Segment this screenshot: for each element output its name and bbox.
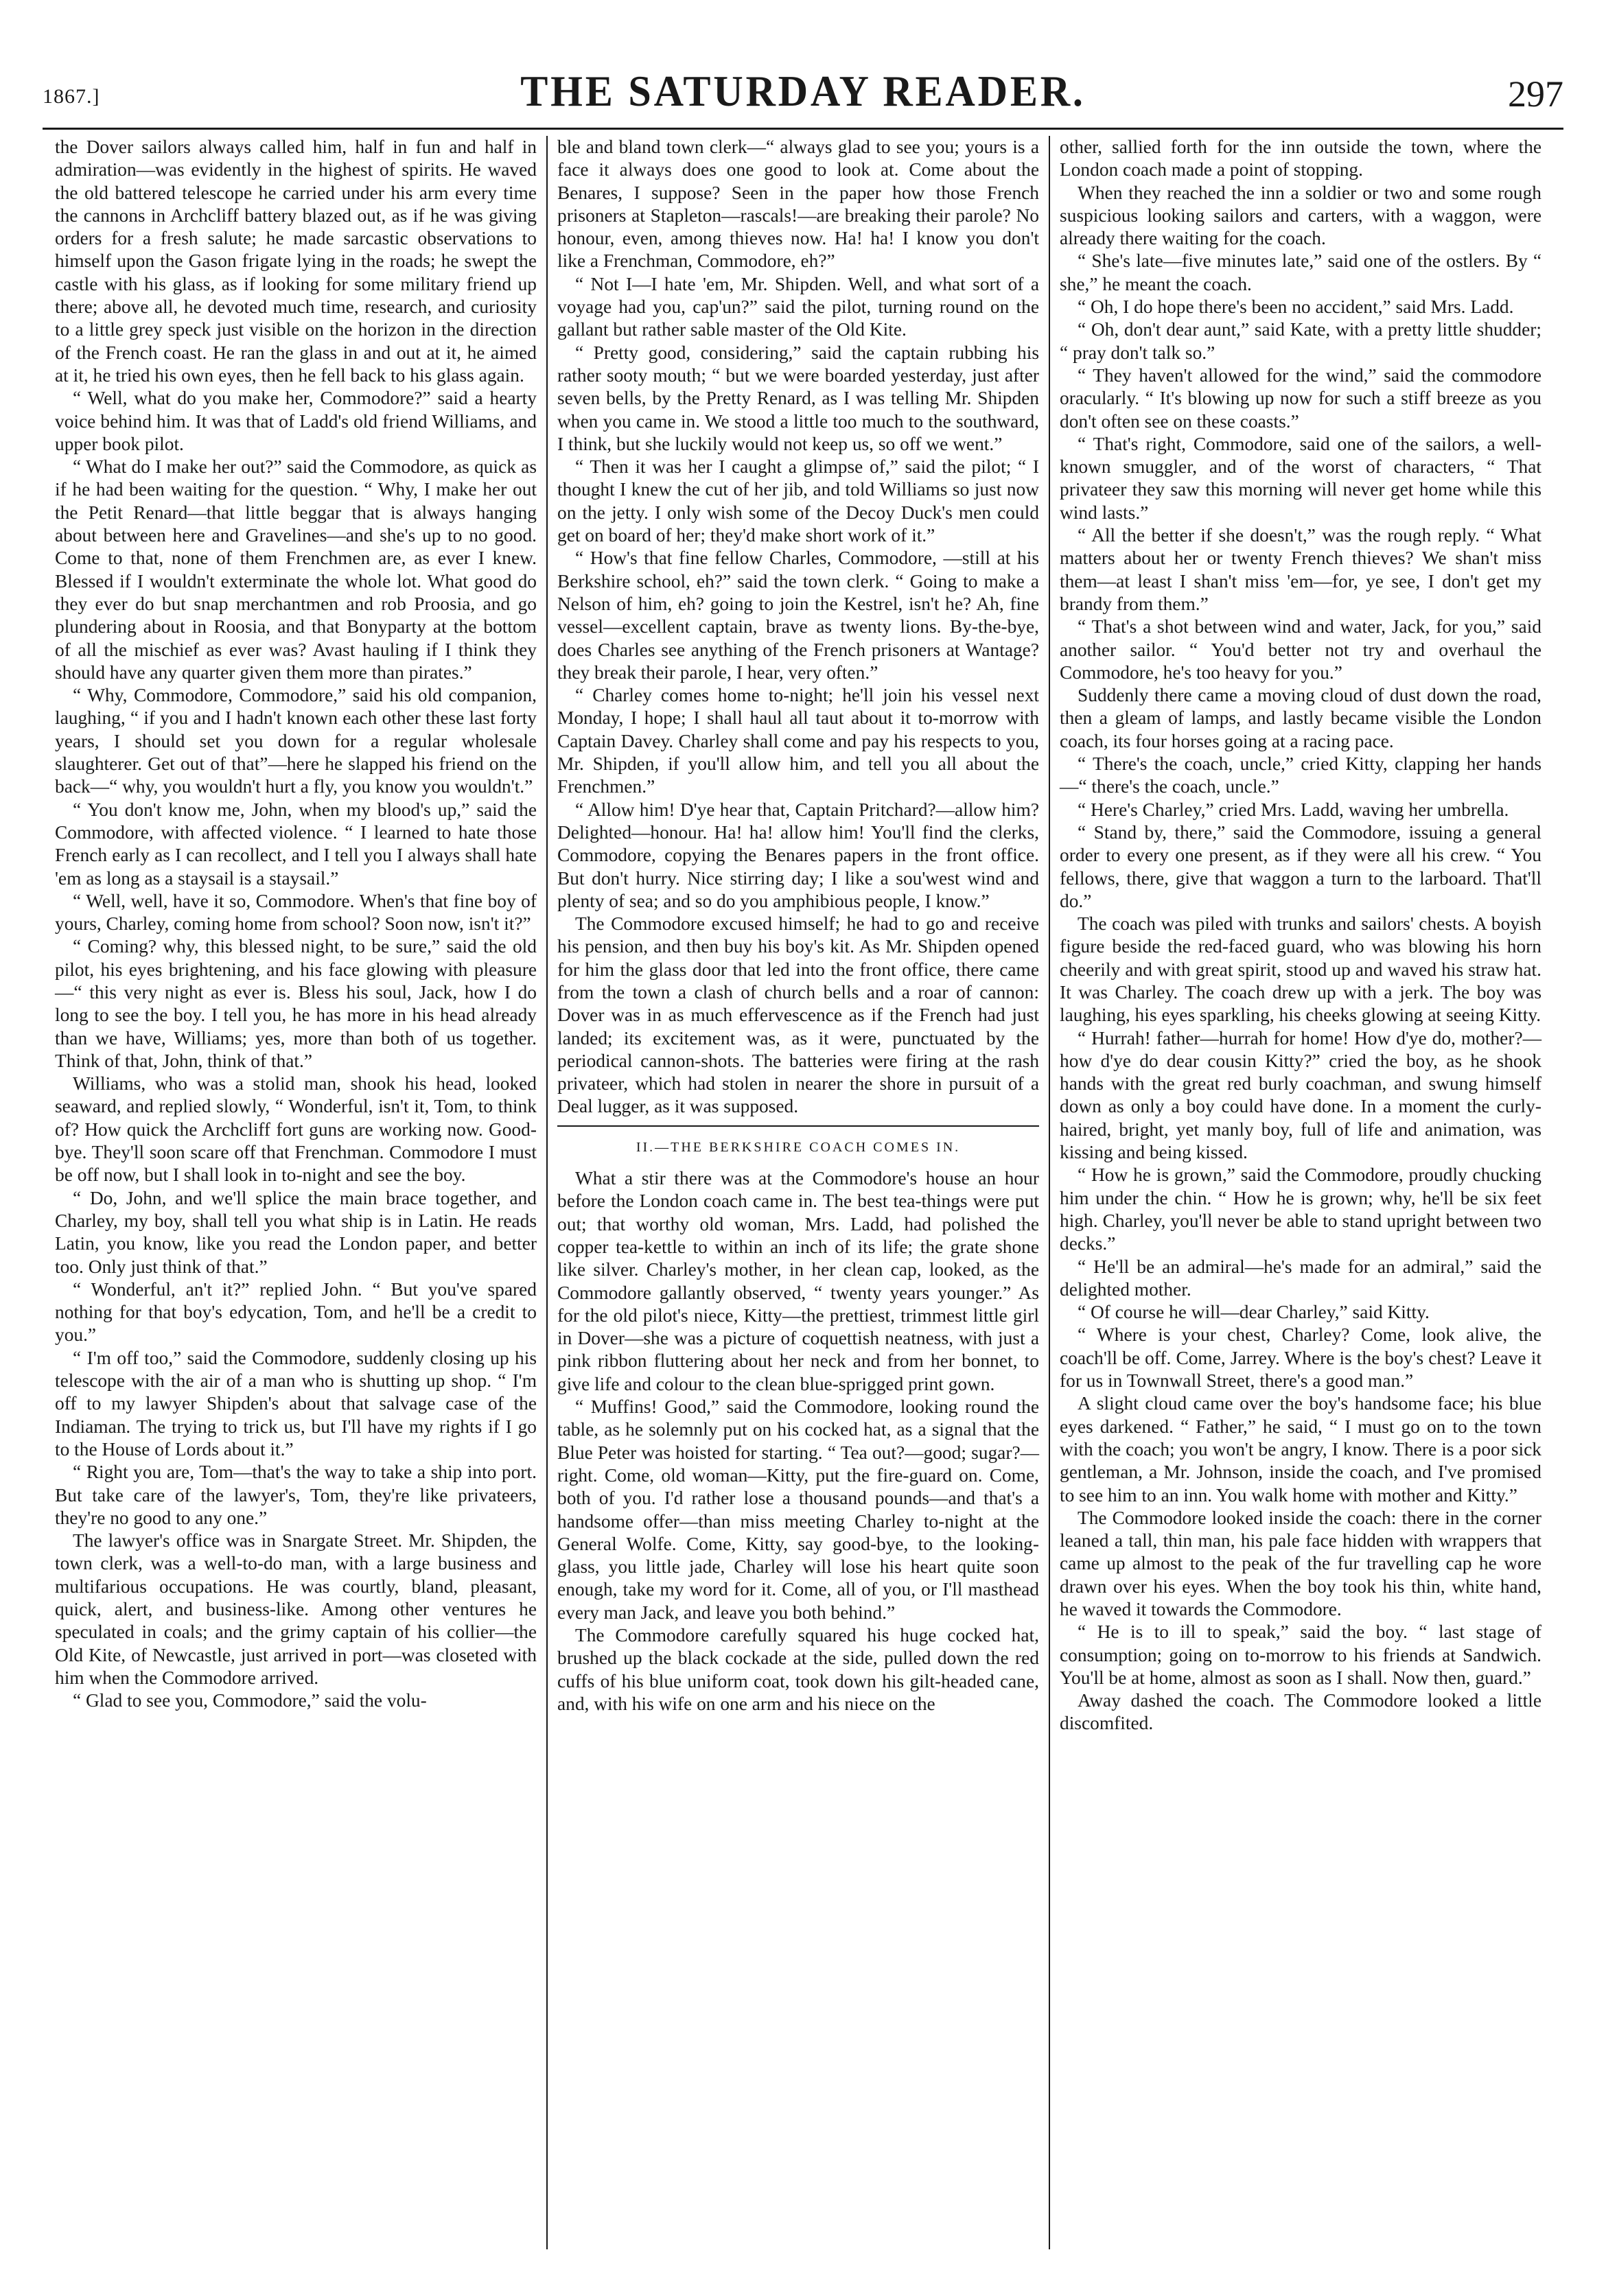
paragraph: A slight cloud came over the boy's handsome face; his blue eyes darkened. “ Father,” he said, “ I must go on to the town with the coach; you won't be angry, I know. There is a poor sick gentleman, a Mr. Johnson, inside the coach, and I've promised to see him to an inn. You walk home with mother and Kitty.”	[1060, 1393, 1541, 1506]
paragraph: “ Muffins! Good,” said the Commodore, looking round the table, as he solemnly put on his cocked hat, as a signal that the Blue Peter was hoisted for starting. “ Tea out?—good; sugar?—right. Come, old woman—Kitty, put the fire-guard on. Come, both of you. I'd rather lose a thousand pounds—and that's a handsome offer—than miss meeting Charley to-night at the General Wolfe. Come, Kitty, say good-bye, to the looking-glass, you little jade, Charley will lose his heart quite soon enough, take my word for it. Come, all of you, or I'll masthead every man Jack, and leave you both behind.”	[557, 1396, 1039, 1623]
paragraph: “ She's late—five minutes late,” said one of the ostlers. By “ she,” he meant the coach.	[1060, 250, 1541, 294]
paragraph: “ Do, John, and we'll splice the main brace together, and Charley, my boy, shall tell you what ship is in Latin. He reads Latin, you know, like you read the London paper, and better too. Only just think of that.”	[55, 1187, 537, 1277]
paragraph: “ He'll be an admiral—he's made for an admiral,” said the delighted mother.	[1060, 1256, 1541, 1300]
paragraph: “ Not I—I hate 'em, Mr. Shipden. Well, and what sort of a voyage had you, cap'un?” said the pilot, turning round on the gallant but rather sable master of the Old Kite.	[557, 273, 1039, 340]
paragraph: “ All the better if she doesn't,” was the rough reply. “ What matters about her or twenty French thieves? We shan't miss them—at least I shan't miss 'em—for, ye see, I don't get my brandy from them.”	[1060, 525, 1541, 614]
page-number: 297	[1508, 73, 1563, 115]
paragraph: “ Of course he will—dear Charley,” said Kitty.	[1078, 1302, 1430, 1323]
section-heading: II.—THE BERKSHIRE COACH COMES IN.	[636, 1139, 961, 1155]
paragraph: Away dashed the coach. The Commodore looked a little discomfited.	[1060, 1690, 1541, 1734]
column-middle	[548, 136, 1049, 2249]
column-left	[45, 136, 546, 2249]
paragraph: “ What do I make her out?” said the Commodore, as quick as if he had been waiting for the question. “ Why, I make her out the Petit Renard—that little beggar that is always hanging about between here and Gravelines—and she's up to no good. Come to that, none of them Frenchmen are, as ever I knew. Blessed if I wouldn't exterminate the whole lot. What good do they ever do but snap merchantmen and rob Proosia, and go plundering about in Roosia, and that Bonyparty at the bottom of all the mischief as ever was? Avast hauling if I think they should have any quarter given them more than pirates.”	[55, 456, 537, 683]
paragraph: The lawyer's office was in Snargate Street. Mr. Shipden, the town clerk, was a well-to-do man, with a large business and multifarious occupations. He was courtly, bland, pleasant, quick, alert, and business-like. Among other ventures he speculated in coals; and the grimy captain of his collier—the Old Kite, of Newcastle, just arrived in port—was closeted with him when the Commodore arrived.	[55, 1530, 537, 1688]
paragraph: “ How's that fine fellow Charles, Commodore, —still at his Berkshire school, eh?” said the town clerk. “ Going to make a Nelson of him, eh? going to join the Kestrel, isn't he? Ah, fine vessel—excellent captain, brave as twenty lions. By-the-bye, does Charles see anything of the French prisoners at Wantage? they break their parole, I hear, very often.”	[557, 548, 1039, 683]
paragraph: The Commodore excused himself; he had to go and receive his pension, and then buy his boy's kit. As Mr. Shipden opened for him the glass door that led into the front office, there came from the town a clash of church bells and a roar of cannon: Dover was in as much effervescence as if the French had just landed; its excitement was, as it were, punctuated by the periodical cannon-shots. The batteries were firing at the rash privateer, which had stolen in nearer the shore in pursuit of a Deal lugger, as it was supposed.	[557, 913, 1039, 1117]
paragraph: ble and bland town clerk—“ always glad to see you; yours is a face it always does one good to look at. Come about the Benares, I suppose? Seen in the paper how those French prisoners at Stapleton—rascals!—are breaking their parole? No honour, even, among thieves now. Ha! ha! I know you don't like a Frenchman, Commodore, eh?”	[557, 137, 1039, 272]
paragraph: the Dover sailors always called him, half in fun and half in admiration—was evidently in the highest of spirits. He waved the old battered telescope he carried under his arm every time the cannons in Archcliff battery blazed out, as if he was giving orders for a fresh salute; he made sarcastic observations to himself upon the Gason frigate lying in the roads; he swept the castle with his glass, as if looking for some military friend up there; above all, he devoted much time, research, and curiosity to a little grey speck just visible on the horizon in the direction of the French coast. He ran the glass in and out at it, he aimed at it, he tried his own eyes, then he fell back to his glass again.	[55, 137, 537, 386]
paragraph: “ Allow him! D'ye hear that, Captain Pritchard?—allow him? Delighted—honour. Ha! ha! allow him! You'll find the clerks, Commodore, copying the Benares papers in the front office. But don't hurry. Nice stirring day; I like a sou'west wind and plenty of sea; and so do you amphibious people, I know.”	[557, 799, 1039, 911]
paragraph: “ Wonderful, an't it?” replied John. “ But you've spared nothing for that boy's edycation, Tom, and he'll be a credit to you.”	[55, 1278, 537, 1346]
paragraph: other, sallied forth for the inn outside the town, where the London coach made a point of stopping.	[1060, 137, 1541, 180]
paragraph: “ You don't know me, John, when my blood's up,” said the Commodore, with affected violence. “ I learned to hate those French early as I can recollect, and I tell you I always shall hate 'em as long as a staysail is a staysail.”	[55, 799, 537, 889]
paragraph: “ Glad to see you, Commodore,” said the volu-	[73, 1690, 427, 1711]
paragraph: “ Well, what do you make her, Commodore?” said a hearty voice behind him. It was that of Ladd's old friend Williams, and upper book pilot.	[55, 388, 537, 454]
paragraph: “ Pretty good, considering,” said the captain rubbing his rather sooty mouth; “ but we were boarded yesterday, just after seven bells, by the Pretty Renard, as I was telling Mr. Shipden when you came in. We stood a little too much to the southward, I think, but she luckily would not keep us, so off we went.”	[557, 342, 1039, 454]
paragraph: “ Charley comes home to-night; he'll join his vessel next Monday, I hope; I shall haul all taut about it to-morrow with Captain Davey. Charley shall come and pay his respects to you, Mr. Shipden, if you'll allow him, and tell you all about the Frenchmen.”	[557, 685, 1039, 797]
paragraph: The Commodore carefully squared his huge cocked hat, brushed up the black cockade at the side, pulled down the red cuffs of his blue uniform coat, took down his gilt-headed cane, and, with his wife on one arm and his niece on the	[557, 1625, 1039, 1714]
column-right	[1050, 136, 1551, 2249]
paragraph: “ Here's Charley,” cried Mrs. Ladd, waving her umbrella.	[1078, 799, 1509, 820]
paragraph: “ Coming? why, this blessed night, to be sure,” said the old pilot, his eyes brightening, and his face glowing with pleasure—“ this very night as ever is. Bless his soul, Jack, how I do long to see the boy. I tell you, he has more in his head already than we have, Williams; yes, more than both of us together. Think of that, John, think of that.”	[55, 936, 537, 1071]
article-columns	[45, 136, 1565, 2249]
paragraph: “ That's a shot between wind and water, Jack, for you,” said another sailor. “ You'd better not try and overhaul the Commodore, he's too heavy for you.”	[1060, 616, 1541, 683]
paragraph: Williams, who was a stolid man, shook his head, looked seaward, and replied slowly, “ Wonderful, isn't it, Tom, to think of? How quick the Archcliff fort guns are working now. Good-bye. They'll soon scare off that Frenchman. Commodore I must be off now, but I shall look in to-night and see the boy.	[55, 1073, 537, 1186]
paragraph: “ Stand by, there,” said the Commodore, issuing a general order to every one present, as if they were all his crew. “ You fellows, there, give that waggon a turn to the larboard. That'll do.”	[1060, 821, 1541, 911]
paragraph: “ That's right, Commodore, said one of the sailors, a well-known smuggler, and of the worst of characters, “ That privateer they saw this morning will never get home while this wind lasts.”	[1060, 433, 1541, 523]
page-header	[43, 65, 1563, 126]
paragraph: “ Right you are, Tom—that's the way to take a ship into port. But take care of the lawyer's, Tom, they're like privateers, they're no good to any one.”	[55, 1462, 537, 1528]
paragraph: “ Oh, I do hope there's been no accident,” said Mrs. Ladd.	[1078, 296, 1514, 318]
masthead-title: THE SATURDAY READER.	[520, 67, 1086, 115]
paragraph: “ Why, Commodore, Commodore,” said his old companion, laughing, “ if you and I hadn't known each other these last forty years, I should set you down for a regular wholesale slaughterer. Get out of that”—here he slapped his friend on the back—“ why, you wouldn't hurt a fly, you know you wouldn't.”	[55, 685, 537, 797]
paragraph: “ Oh, don't dear aunt,” said Kate, with a pretty little shudder; “ pray don't talk so.”	[1060, 319, 1541, 363]
paragraph: “ I'm off too,” said the Commodore, suddenly closing up his telescope with the air of a man who is shutting up shop. “ I'm off to my lawyer Shipden's about that salvage case of the Indiaman. The trying to trick us, but I'll have my rights if I go to the House of Lords about it.”	[55, 1347, 537, 1460]
paragraph: The Commodore looked inside the coach: there in the corner leaned a tall, thin man, his pale face hidden with wrappers that came up almost to the peak of the fur travelling cap he wore drawn over his eyes. When the boy took his thin, white hand, he waved it towards the Commodore.	[1060, 1507, 1541, 1619]
paragraph: “ They haven't allowed for the wind,” said the commodore oracularly. “ It's blowing up now for such a stiff breeze as you don't often see on these coasts.”	[1060, 364, 1541, 432]
paragraph: When they reached the inn a soldier or two and some rough suspicious looking sailors and carters, with a waggon, were already there waiting for the coach.	[1060, 182, 1541, 249]
paragraph: The coach was piled with trunks and sailors' chests. A boyish figure beside the red-faced guard, who was blowing his horn cheerily and with great spirit, stood up and waved his straw hat. It was Charley. The coach drew up with a jerk. The boy was laughing, his eyes sparkling, his cheeks glowing at seeing Kitty.	[1060, 913, 1541, 1026]
section-rule	[557, 1125, 1039, 1127]
paragraph: Suddenly there came a moving cloud of dust down the road, then a gleam of lamps, and lastly became visible the London coach, its four horses going at a racing pace.	[1060, 685, 1541, 751]
paragraph: “ How he is grown,” said the Commodore, proudly chucking him under the chin. “ How he is grown; why, he'll be six feet high. Charley, you'll never be able to stand upright between two decks.”	[1060, 1164, 1541, 1254]
paragraph: “ He is to ill to speak,” said the boy. “ last stage of consumption; going on to-morrow to his friends at Sandwich. You'll be at home, almost as soon as I shall. Now then, guard.”	[1060, 1621, 1541, 1688]
header-rule	[43, 128, 1563, 130]
paragraph: “ Then it was her I caught a glimpse of,” said the pilot; “ I thought I knew the cut of her jib, and told Williams so just now on the jetty. I only wish some of the Decoy Duck's men could get on board of her; they'd make short work of it.”	[557, 456, 1039, 546]
paragraph: “ Well, well, have it so, Commodore. When's that fine boy of yours, Charley, coming home from school? Soon now, isn't it?”	[55, 890, 537, 935]
paragraph: “ Hurrah! father—hurrah for home! How d'ye do, mother?—how d'ye do dear cousin Kitty?” cried the boy, as he shook hands with the great red burly coachman, and swung himself down as only a boy could have done. In a moment the curly-haired, bright, yet manly boy, full of life and animation, was kissing and being kissed.	[1060, 1027, 1541, 1163]
paragraph: “ There's the coach, uncle,” cried Kitty, clapping her hands—“ there's the coach, uncle.”	[1060, 753, 1541, 797]
paragraph: “ Where is your chest, Charley? Come, look alive, the coach'll be off. Come, Jarrey. Where is the boy's chest? Leave it for us in Townwall Street, there's a good man.”	[1060, 1324, 1541, 1392]
paragraph: What a stir there was at the Commodore's house an hour before the London coach came in. The best tea-things were put out; that worthy old woman, Mrs. Ladd, had polished the copper tea-kettle to within an inch of its life; the grate shone like silver. Charley's mother, in her clean cap, looked, as the Commodore gallantly observed, “ twenty years younger.” As for the old pilot's niece, Kitty—the prettiest, trimmest little girl in Dover—she was a picture of coquettish neatness, with just a pink ribbon fluttering about her neck and from her bonnet, to give life and colour to the clean blue-sprigged print gown.	[557, 1168, 1039, 1394]
issue-date: 1867.]	[43, 85, 100, 108]
